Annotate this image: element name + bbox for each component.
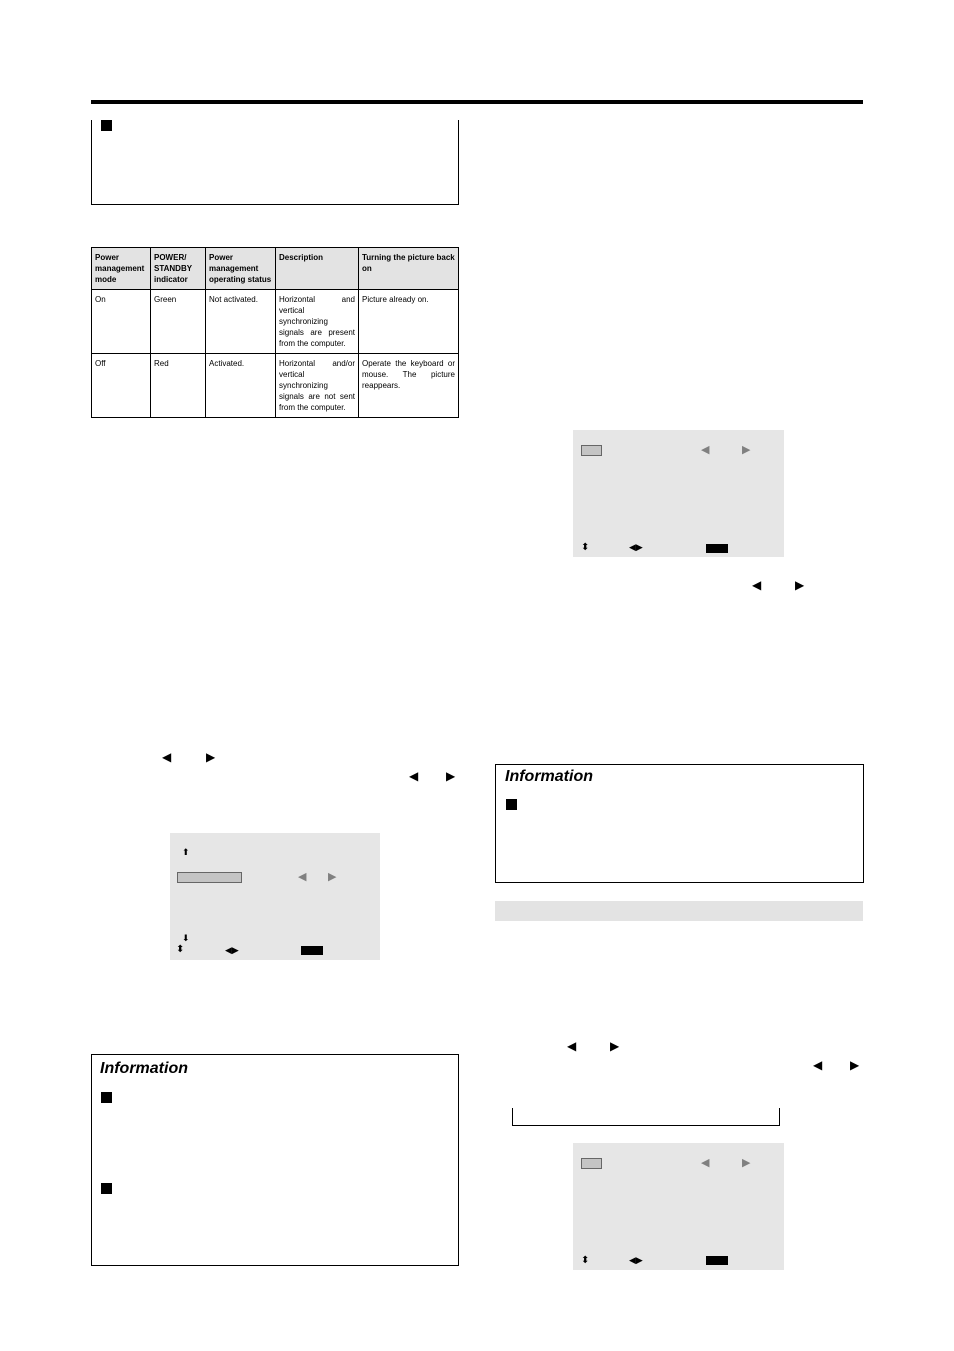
left-arrow-icon: ◀: [409, 769, 419, 783]
table-cell: Green: [151, 290, 206, 354]
section-header-band: [495, 901, 863, 921]
header-description: Description: [276, 248, 359, 290]
header-power-management-mode: Power management mode: [92, 248, 151, 290]
updown-arrow-icon: ⬍: [581, 542, 590, 553]
right-arrow-icon: ▶: [328, 871, 337, 883]
table-cell: Activated.: [206, 354, 276, 418]
header-turning-picture-back-on: Turning the picture back on: [359, 248, 459, 290]
table-cell: Horizontal and/or vertical synchronizing signals are not sent from the computer.: [276, 354, 359, 418]
information-title: Information: [100, 1060, 188, 1077]
osd-selected-item: [177, 872, 242, 883]
left-arrow-icon: ◀: [567, 1039, 577, 1053]
updown-arrow-icon: ⬍: [176, 944, 185, 955]
osd-menu-screen: [170, 833, 380, 960]
header-power-standby-indicator: POWER/ STANDBY indicator: [151, 248, 206, 290]
header-operating-status: Power management operating status: [206, 248, 276, 290]
right-arrow-icon: ▶: [850, 1058, 860, 1072]
updown-arrow-icon: ⬍: [581, 1255, 590, 1266]
leftright-arrow-icon: ◀▶: [629, 542, 643, 552]
right-arrow-icon: ▶: [446, 769, 456, 783]
table-cell: Operate the keyboard or mouse. The picture reappears.: [359, 354, 459, 418]
table-cell: Picture already on.: [359, 290, 459, 354]
up-arrow-icon: ⬆: [182, 847, 190, 857]
right-arrow-icon: ▶: [795, 578, 805, 592]
osd-exit-key: [301, 946, 323, 955]
osd-menu-screen: [573, 430, 784, 557]
left-arrow-icon: ◀: [752, 578, 762, 592]
information-box-right: [495, 764, 864, 883]
right-arrow-icon: ▶: [610, 1039, 620, 1053]
left-arrow-icon: ◀: [162, 750, 172, 764]
bullet-square-icon: [101, 120, 112, 131]
left-arrow-icon: ◀: [298, 871, 307, 883]
table-cell: Red: [151, 354, 206, 418]
osd-menu-screen: [573, 1143, 784, 1270]
information-box-left: [91, 1054, 459, 1266]
information-title: Information: [505, 768, 593, 785]
osd-selected-item: [581, 445, 602, 456]
osd-selected-item: [581, 1158, 602, 1169]
down-arrow-icon: ⬇: [182, 933, 190, 943]
table-cell: On: [92, 290, 151, 354]
bullet-square-icon: [101, 1183, 112, 1194]
left-arrow-icon: ◀: [701, 444, 710, 456]
osd-exit-key: [706, 544, 728, 553]
table-cell: Horizontal and vertical synchronizing signals are present from the computer.: [276, 290, 359, 354]
left-arrow-icon: ◀: [701, 1157, 710, 1169]
table-cell: Not activated.: [206, 290, 276, 354]
leftright-arrow-icon: ◀▶: [225, 945, 239, 955]
table-row: [92, 354, 459, 418]
right-arrow-icon: ▶: [206, 750, 216, 764]
right-arrow-icon: ▶: [742, 444, 751, 456]
bracket-frame: [512, 1108, 780, 1126]
table-cell: Off: [92, 354, 151, 418]
header-rule: [91, 100, 863, 104]
leftright-arrow-icon: ◀▶: [629, 1255, 643, 1265]
power-management-table: [91, 247, 459, 418]
table-row: [92, 290, 459, 354]
bullet-square-icon: [506, 799, 517, 810]
table-header-row: [92, 248, 459, 290]
left-arrow-icon: ◀: [813, 1058, 823, 1072]
osd-exit-key: [706, 1256, 728, 1265]
bullet-square-icon: [101, 1092, 112, 1103]
right-arrow-icon: ▶: [742, 1157, 751, 1169]
note-box: [91, 120, 459, 205]
